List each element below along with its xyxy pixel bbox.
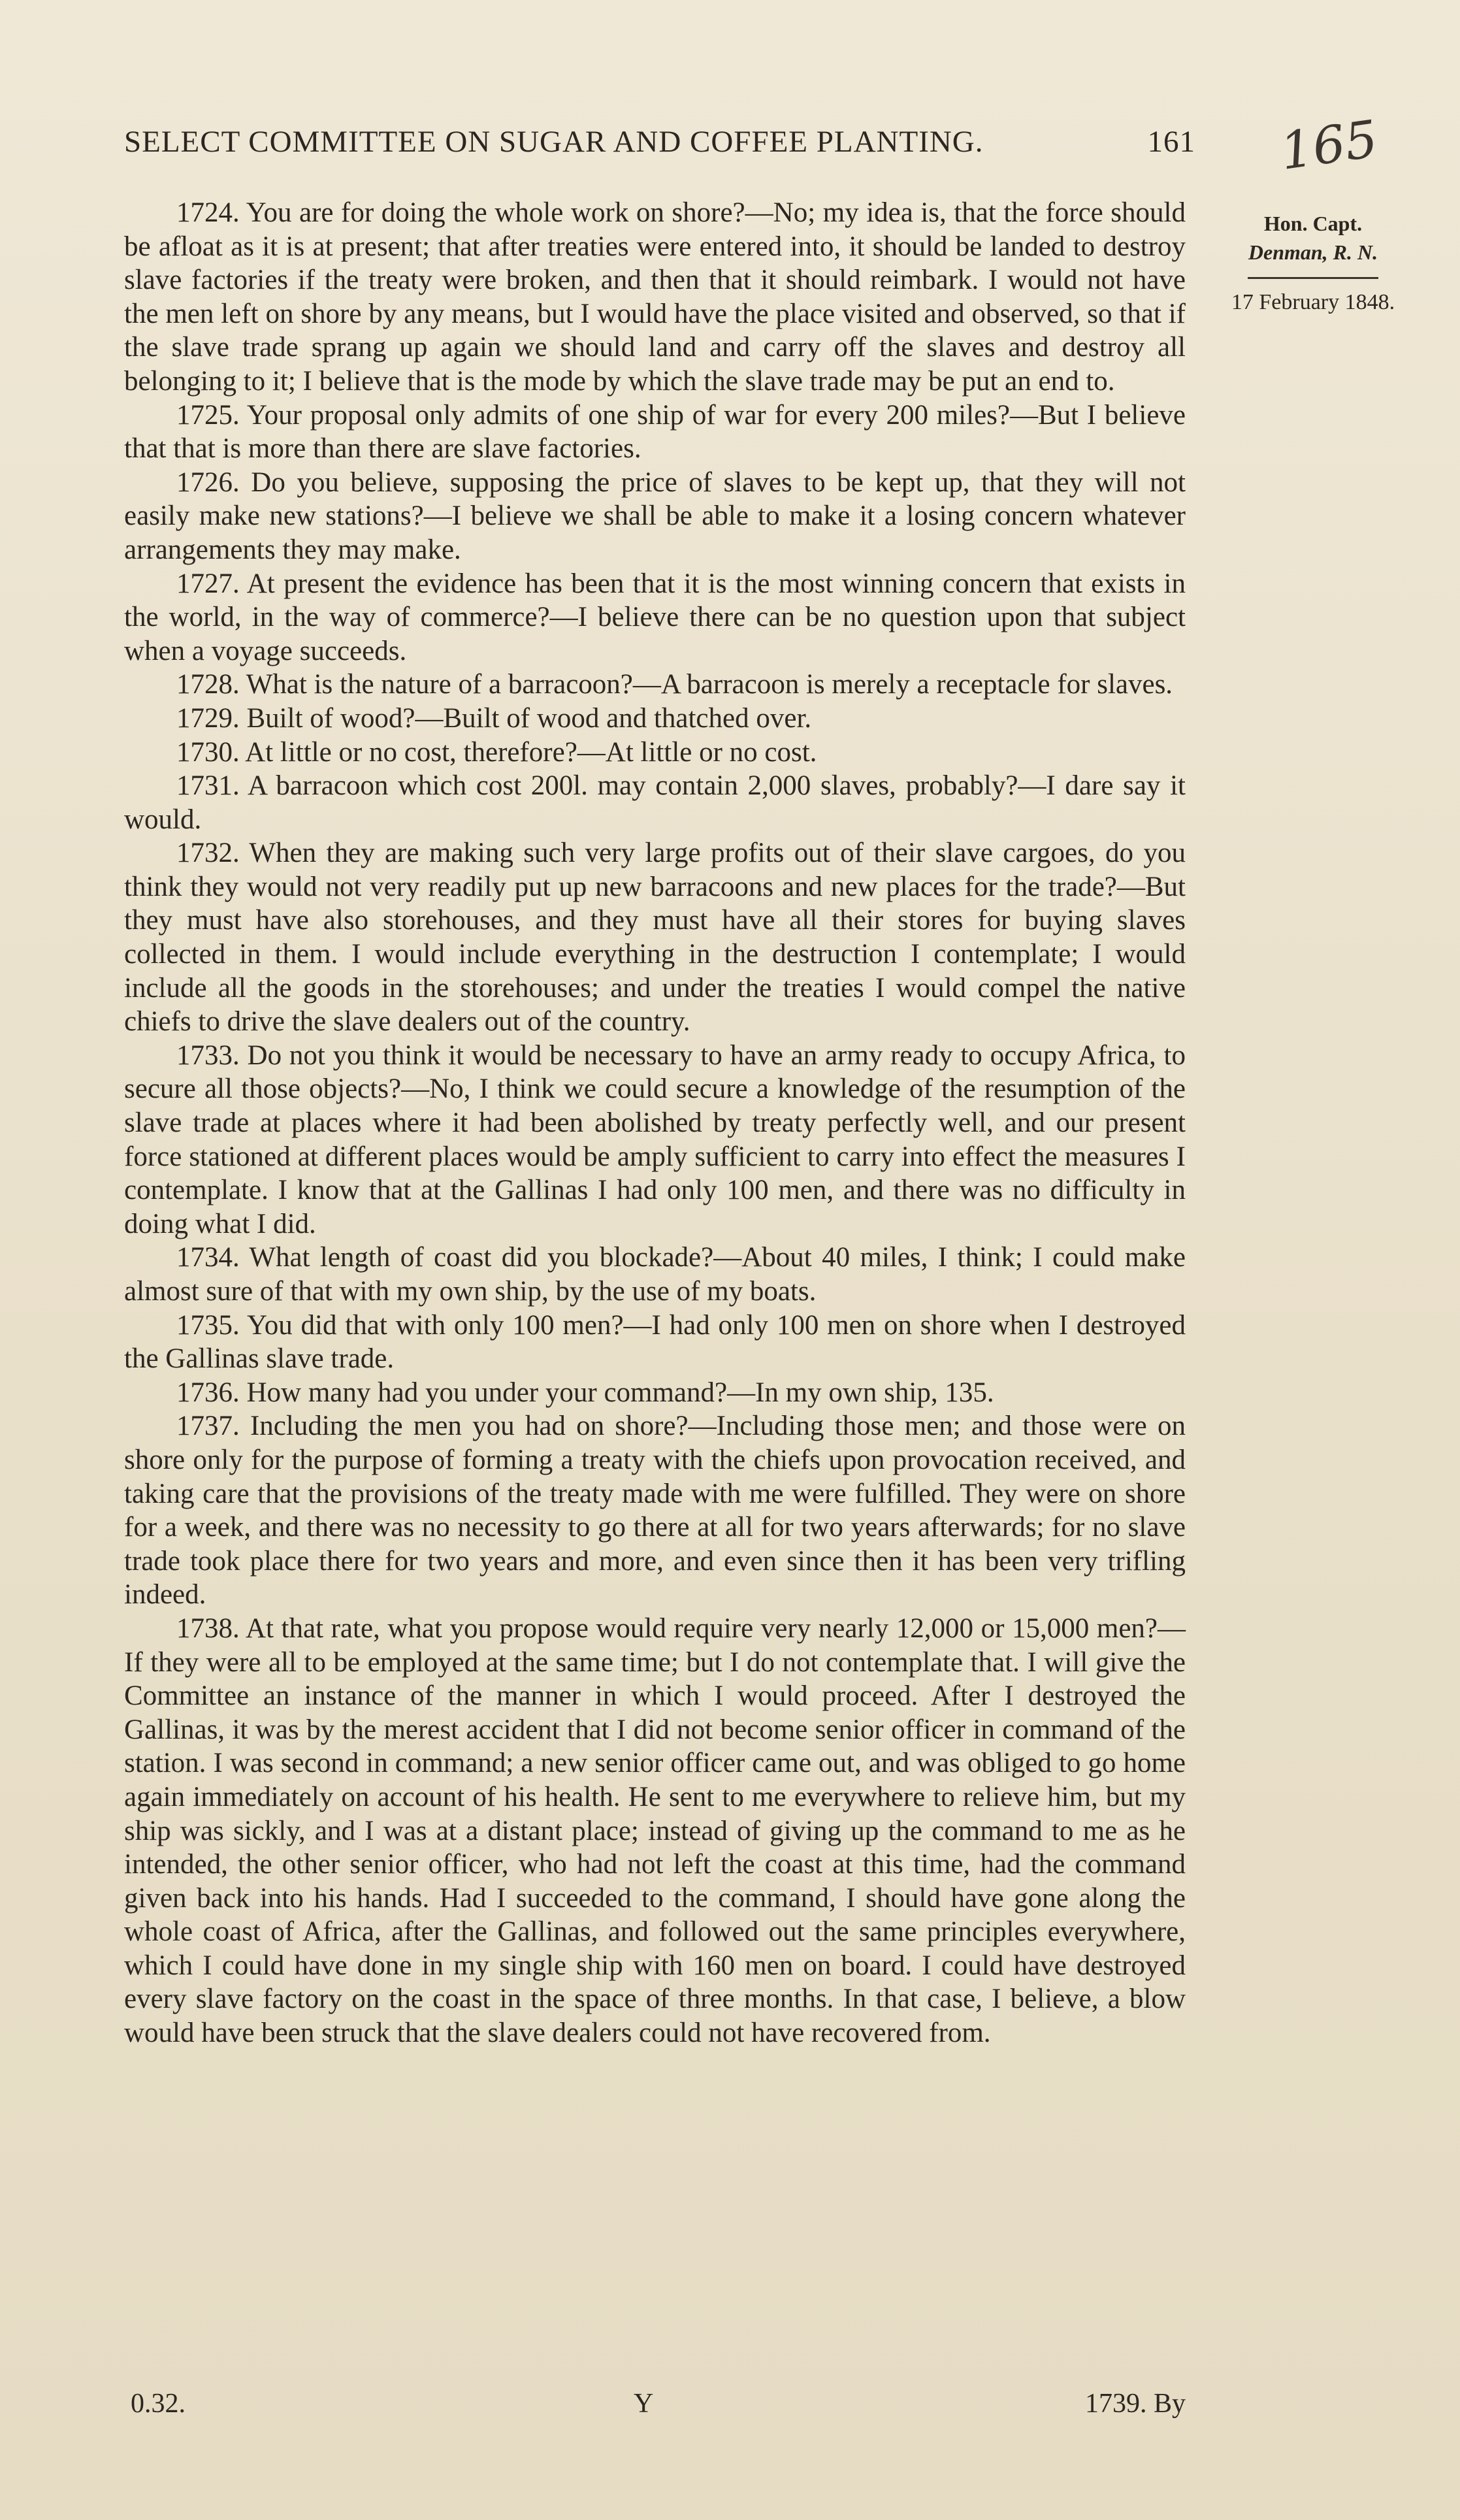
running-header [124,124,1195,170]
testimony-date: 17 February 1848. [1231,290,1395,314]
footer-sheet-number: 0.32. [131,2389,186,2419]
witness-name: Hon. Capt. [1263,212,1363,235]
question-paragraph-1738: 1738. At that rate, what you propose would require very nearly 12,000 or 15,000 men?—If they were all to be employed at the same time; but I do not contemplate that. I will give the Committee an instance of the manner in which I would proceed. After I destroyed the Gallinas, it was by the merest accident that I did not become senior officer in command of the station. I was second in command; a new senior officer came out, and was obliged to go home again immediately on account of his health. He sent to me everywhere to relieve him, but my ship was sickly, and I was at a distant place; instead of giving up the command to me as he intended, the other senior officer, who had not left the coast at this time, had the command given back into his hands. Had I succeeded to the command, I should have gone along the whole coast of Africa, after the Gallinas, and followed out the same principles everywhere, which I could have done in my single ship with 160 men on board. I could have destroyed every slave factory on the coast in the space of three months. In that case, I believe, a blow would have been struck that the slave dealers could not have recovered from. [124,1612,1186,2049]
question-paragraph-1736: 1736. How many had you under your command?—In my own ship, 135. [176,1377,994,1408]
question-paragraph-1730: 1730. At little or no cost, therefore?—At little or no cost. [176,736,817,768]
question-paragraph-1737: 1737. Including the men you had on shore?—Including those men; and those were on shore only for the purpose of forming a treaty with the chiefs upon provocation received, and taking care that the provisions of the treaty made with me were fulfilled. They were on shore for a week, and there was no necessity to go there at all for two years afterwards; for no slave trade took place there for two years and more, and even since then it has been very trifling indeed. [124,1411,1186,1611]
question-paragraph-1732: 1732. When they are making such very large profits out of their slave cargoes, do you think they would not very readily put up new barracoons and new places for the trade?—But they must have also storehouses, and they must have all their stores for buying slaves collected in them. I would include everything in the destruction I contemplate; I would include all the goods in the storehouses; and under the treaties I would compel the native chiefs to drive the slave dealers out of the country. [124,838,1186,1038]
question-paragraph-1735: 1735. You did that with only 100 men?—I had only 100 men on shore when I destroyed the Gallinas slave trade. [124,1309,1186,1375]
question-paragraph-1731: 1731. A barracoon which cost 200l. may contain 2,000 slaves, probably?—I dare say it would. [124,770,1186,835]
question-paragraph-1728: 1728. What is the nature of a barracoon?—A barracoon is merely a receptacle for slaves. [176,669,1173,700]
question-paragraph-1724: 1724. You are for doing the whole work on shore?—No; my idea is, that the force should be afloat as it is at present; that after treaties were entered into, it should be landed to destroy slave factories if the treaty were broken, and then that it should reimbark. I would not have the men left on shore by any means, but I would have the place visited and observed, so that if the slave trade sprang up again we should land and carry off the slaves and destroy all belonging to it; I believe that is the mode by which the slave trade may be put an end to. [124,197,1186,397]
footer-signature-mark: Y [634,2389,654,2419]
question-paragraph-1734: 1734. What length of coast did you blockade?—About 40 miles, I think; I could make almost sure of that with my own ship, by the use of my boats. [124,1242,1186,1307]
question-paragraph-1725: 1725. Your proposal only admits of one ship of war for every 200 miles?—But I believe that that is more than there are slave factories. [124,399,1186,465]
page-title: SELECT COMMITTEE ON SUGAR AND COFFEE PLANTING. [124,125,984,159]
question-paragraph-1726: 1726. Do you believe, supposing the price of slaves to be kept up, that they will not easily make new stations?—I believe we shall be able to make it a losing concern whatever arrangements they may make. [124,466,1186,565]
question-paragraph-1727: 1727. At present the evidence has been that it is the most winning concern that exists in the world, in the way of commerce?—I believe there can be no question upon that subject when a voyage succeeds. [124,568,1186,666]
page-footer [124,2388,1186,2427]
testimony-body [124,196,1186,2050]
handwritten-folio-number: 165 [1276,110,1382,182]
footer-catchword: 1739. By [1084,2389,1186,2419]
question-paragraph-1733: 1733. Do not you think it would be necessary to have an army ready to occupy Africa, to secure all those objects?—No, I think we could secure a knowledge of the resumption of the slave trade at places where it had been abolished by treaty perfectly well, and our present force stationed at different places would be amply sufficient to carry into effect the measures I contemplate. I know that at the Gallinas I had only 100 men, and there was no difficulty in doing what I did. [124,1039,1186,1239]
page-number: 161 [1147,125,1195,159]
sidenote-divider [1248,277,1378,279]
witness-sidenote [1228,209,1398,317]
witness-rank: Denman, R. N. [1248,240,1378,264]
question-paragraph-1729: 1729. Built of wood?—Built of wood and thatched over. [176,702,812,734]
